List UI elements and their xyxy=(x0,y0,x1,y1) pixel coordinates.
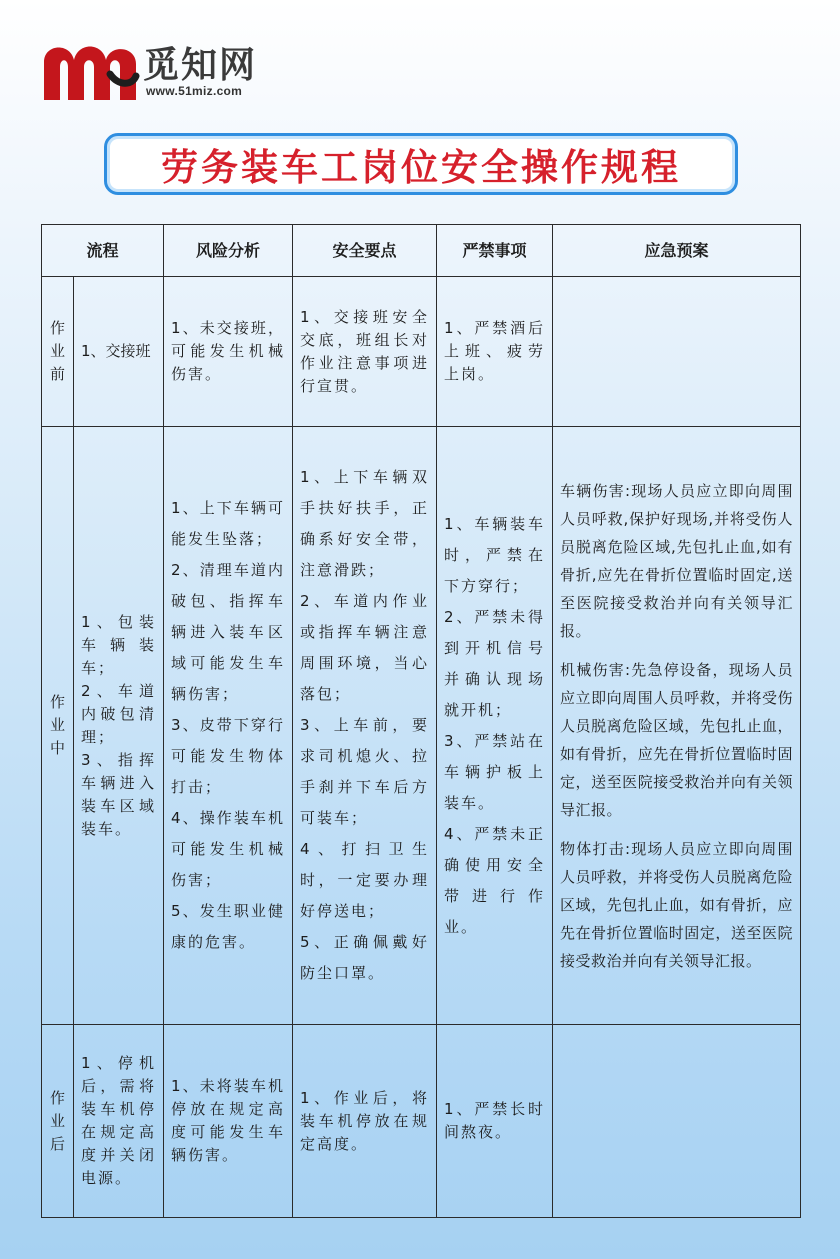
stage-before: 作 业 前 xyxy=(42,277,74,427)
emergency-cell xyxy=(553,277,801,427)
safety-cell: 1、作业后，将装车机停放在规定高度。 xyxy=(293,1025,437,1218)
logo-name: 觅知网 xyxy=(143,45,258,86)
prohibited-cell: 1、严禁酒后上班、疲劳上岗。 xyxy=(437,277,553,427)
table-row xyxy=(42,1025,801,1218)
header-process: 流程 xyxy=(42,225,164,277)
title-banner xyxy=(104,133,738,195)
logo-m-icon xyxy=(40,40,140,102)
table-row xyxy=(42,427,801,1025)
table-header-row xyxy=(42,225,801,277)
procedure-table xyxy=(41,224,809,1218)
emergency-cell xyxy=(553,427,809,1025)
stage-during: 作 业 中 xyxy=(42,427,74,1025)
header-safety: 安全要点 xyxy=(293,225,437,277)
logo-url: www.51miz.com xyxy=(146,84,243,98)
emergency-vehicle: 车辆伤害:现场人员应立即向周围人员呼救,保护好现场,并将受伤人员脱离危险区域,先包扎止血,如有骨折,应先在骨折位置临时固定,送至医院接受救治并向有关领导汇报。 xyxy=(560,481,794,640)
risk-cell: 1、未交接班，可能发生机械伤害。 xyxy=(164,277,293,427)
risk-cell: 1、上下车辆可能发生坠落； 2、清理车道内破包、指挥车辆进入装车区域可能发生车辆伤害； 3、皮带下穿行可能发生物体打击； 4、操作装车机可能发生机械伤害； 5、发生职业健康的危害。 xyxy=(164,427,293,1025)
risk-cell: 1、未将装车机停放在规定高度可能发生车辆伤害。 xyxy=(164,1025,293,1218)
table-row xyxy=(42,277,801,427)
site-logo xyxy=(40,40,280,102)
process-cell: 1、包装车辆装车； 2、车道内破包清理； 3、指挥车辆进入装车区域装车。 xyxy=(74,427,164,1025)
safety-cell: 1、上下车辆双手扶好扶手，正确系好安全带，注意滑跌； 2、车道内作业或指挥车辆注意周围环境，当心落包； 3、上车前，要求司机熄火、拉手刹并下车后方可装车； 4、打扫卫生时，一定要办理好停送电； 5、正确佩戴好防尘口罩。 xyxy=(293,427,437,1025)
header-risk: 风险分析 xyxy=(164,225,293,277)
page-title: 劳务装车工岗位安全操作规程 xyxy=(161,146,681,189)
stage-after: 作 业 后 xyxy=(42,1025,74,1218)
emergency-cell xyxy=(553,1025,801,1218)
prohibited-cell: 1、车辆装车时，严禁在下方穿行； 2、严禁未得到开机信号并确认现场就开机； 3、严禁站在车辆护板上装车。 4、严禁未正确使用安全带进行作业。 xyxy=(437,427,553,1025)
emergency-object-strike: 物体打击:现场人员应立即向周围人员呼救，并将受伤人员脱离危险 区域，先包扎止血，如有骨折，应先在骨折位置临时固定，送至医院接受救治并向有关领导汇报。 xyxy=(560,839,809,970)
header-emergency: 应急预案 xyxy=(553,225,801,277)
process-cell: 1、交接班 xyxy=(74,277,164,427)
process-cell: 1、停机后，需将装车机停在规定高度并关闭电源。 xyxy=(74,1025,164,1218)
safety-cell: 1、交接班安全交底，班组长对作业注意事项进行宣贯。 xyxy=(293,277,437,427)
emergency-mechanical: 机械伤害:先急停设备，现场人员应立即向周围人员呼救，并将受伤人员脱离危险区域，先包扎止血，如有骨折，应先在骨折位置临时固定，送至医院接受救治并向有关领导汇报。 xyxy=(560,660,794,819)
header-prohibited: 严禁事项 xyxy=(437,225,553,277)
prohibited-cell: 1、严禁长时间熬夜。 xyxy=(437,1025,553,1218)
